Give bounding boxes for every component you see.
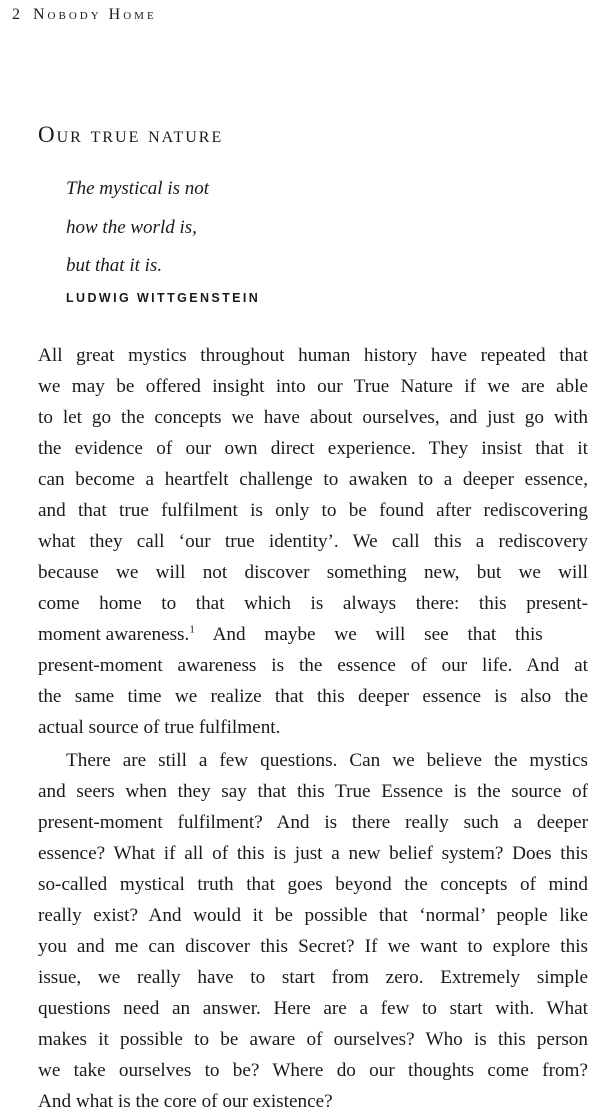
- text-line: essence? What if all of this is just a new belief system? Does this: [38, 843, 588, 864]
- text-line: and seers when they say that this True Essence is the source of: [38, 781, 588, 802]
- text-line: you and me can discover this Secret? If we want to explore this: [38, 936, 588, 957]
- epigraph: [66, 170, 209, 286]
- page-number: 2: [12, 6, 21, 23]
- book-title: Nobody Home: [33, 6, 157, 23]
- body-text: [38, 340, 588, 1117]
- text-fragment: moment awareness.: [38, 624, 190, 645]
- text-line: can become a heartfelt challenge to awaken to a deeper essence,: [38, 469, 588, 490]
- text-line: the same time we realize that this deeper essence is also the: [38, 686, 588, 707]
- text-line: we take ourselves to be? Where do our thoughts come from?: [38, 1060, 588, 1081]
- text-line: makes it possible to be aware of ourselves? Who is this person: [38, 1029, 588, 1050]
- text-line: All great mystics throughout human history have repeated that: [38, 345, 588, 366]
- text-line: because we will not discover something new, but we will: [38, 562, 588, 583]
- text-line: present-moment awareness is the essence of our life. And at: [38, 655, 588, 676]
- text-line: [38, 619, 588, 650]
- text-line: and that true fulfilment is only to be found after rediscovering: [38, 500, 588, 521]
- text-line: we may be offered insight into our True Nature if we are able: [38, 376, 588, 397]
- text-line: so-called mystical truth that goes beyond the concepts of mind: [38, 874, 588, 895]
- text-line: what they call ‘our true identity’. We call this a rediscovery: [38, 531, 588, 552]
- epigraph-line: but that it is.: [66, 255, 163, 276]
- text-line: to let go the concepts we have about ourselves, and just go with: [38, 407, 588, 428]
- running-head: [12, 6, 157, 24]
- text-line: actual source of true fulfilment.: [38, 717, 281, 738]
- epigraph-line: how the world is,: [66, 216, 197, 238]
- text-line: issue, we really have to start from zero. Extremely simple: [38, 967, 588, 988]
- text-line: present-moment fulfilment? And is there really such a deeper: [38, 812, 588, 833]
- text-line: come home to that which is always there: this present-: [38, 593, 588, 614]
- section-title: Our true nature: [38, 122, 224, 147]
- text-line: There are still a few questions. Can we believe the mystics: [66, 750, 588, 771]
- text-line: really exist? And would it be possible that ‘normal’ people like: [38, 905, 588, 926]
- text-line: And what is the core of our existence?: [38, 1091, 333, 1112]
- epigraph-line: The mystical is not: [66, 178, 210, 199]
- text-line: the evidence of our own direct experience. They insist that it: [38, 438, 588, 459]
- epigraph-author: LUDWIG WITTGENSTEIN: [66, 291, 261, 305]
- footnote-ref: 1: [189, 623, 195, 636]
- text-fragment: And maybe we will see that this: [194, 624, 543, 645]
- text-line: questions need an answer. Here are a few to start with. What: [38, 998, 588, 1019]
